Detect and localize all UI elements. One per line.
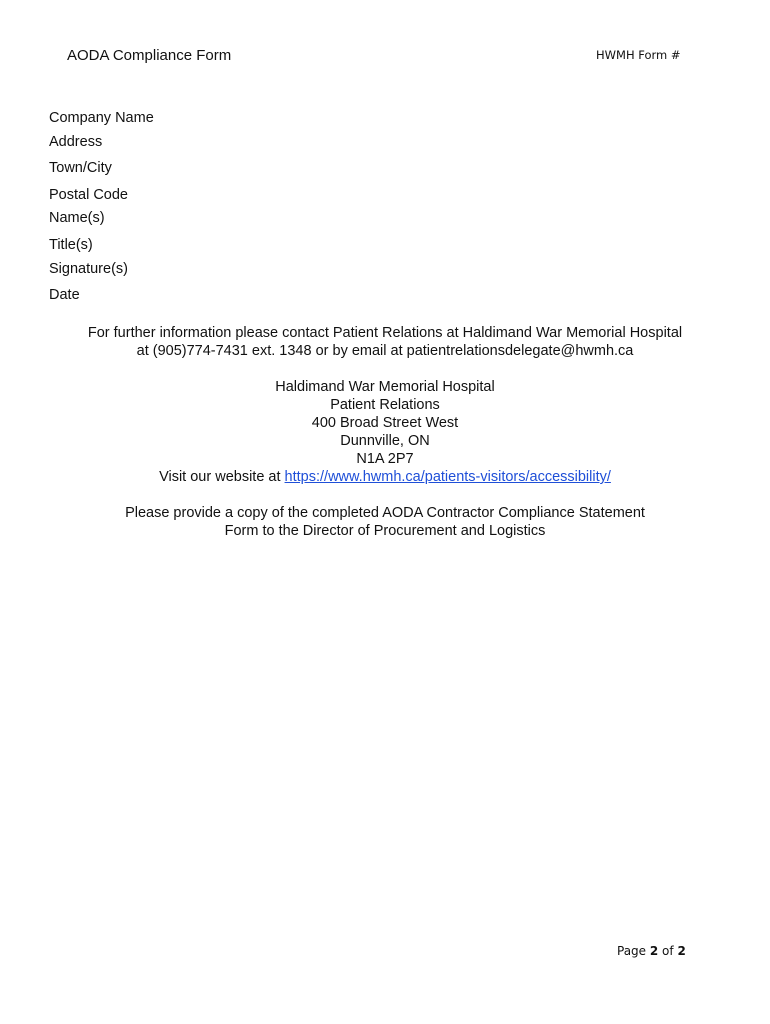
town-city-label: Town/City xyxy=(49,160,112,176)
form-title: AODA Compliance Form xyxy=(67,47,232,64)
of-word: of xyxy=(658,944,678,958)
website-link[interactable]: https://www.hwmh.ca/patients-visitors/accessibility/ xyxy=(284,469,611,485)
page-word: Page xyxy=(617,944,650,958)
street-address: 400 Broad Street West xyxy=(311,415,459,431)
contact-line-1: For further information please contact Patient Relations at Haldimand War Memorial Hospital xyxy=(87,325,683,341)
postal-code: N1A 2P7 xyxy=(356,451,414,467)
hospital-address-block xyxy=(0,378,770,486)
date-label: Date xyxy=(49,287,80,303)
address-label: Address xyxy=(49,134,103,150)
website-line xyxy=(0,468,770,486)
contact-info xyxy=(0,324,770,360)
instructions xyxy=(0,504,770,540)
current-page: 2 xyxy=(649,944,659,958)
total-pages: 2 xyxy=(677,944,686,958)
company-name-label: Company Name xyxy=(49,110,154,126)
page-number xyxy=(617,944,686,958)
website-prefix: Visit our website at xyxy=(159,469,285,485)
postal-code-label: Postal Code xyxy=(49,187,128,203)
hospital-name: Haldimand War Memorial Hospital xyxy=(275,379,495,395)
instructions-line-1: Please provide a copy of the completed AODA Contractor Compliance Statement xyxy=(125,505,645,521)
titles-label: Title(s) xyxy=(49,237,93,253)
names-label: Name(s) xyxy=(49,210,105,226)
signatures-label: Signature(s) xyxy=(49,261,128,277)
department-name: Patient Relations xyxy=(330,397,440,413)
contact-line-2: at (905)774-7431 ext. 1348 or by email at patientrelationsdelegate@hwmh.ca xyxy=(136,343,634,359)
instructions-line-2: Form to the Director of Procurement and Logistics xyxy=(224,523,546,539)
city-province: Dunnville, ON xyxy=(340,433,430,449)
form-number-label: HWMH Form # xyxy=(596,48,681,62)
